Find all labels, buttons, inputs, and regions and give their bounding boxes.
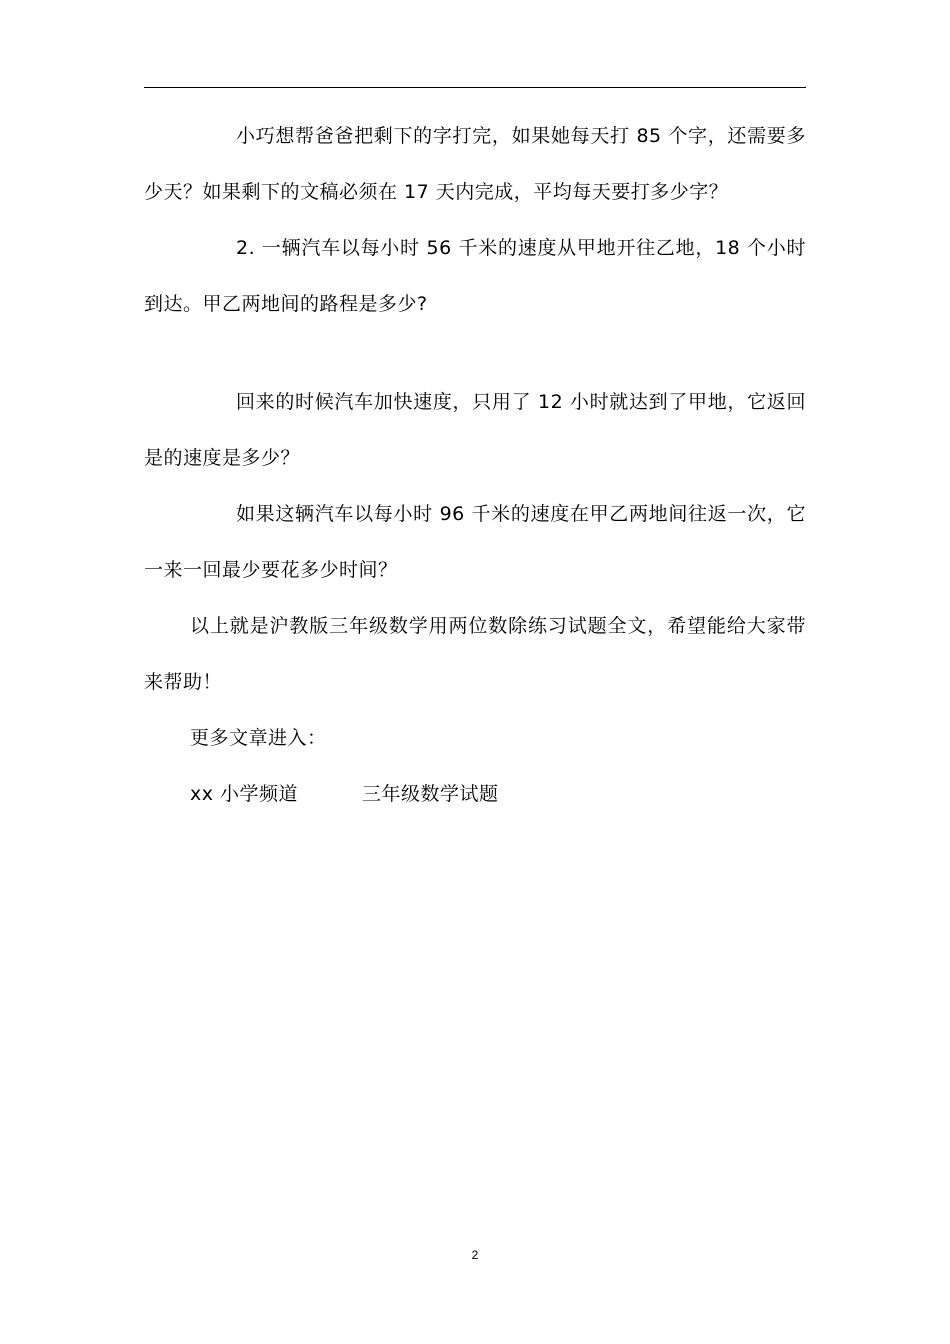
paragraph-typing-question: 小巧想帮爸爸把剩下的字打完，如果她每天打 85 个字，还需要多少天？如果剩下的文稿必须在 17 天内完成，平均每天要打多少字？ (144, 125, 806, 203)
paragraph-round-trip: 如果这辆汽车以每小时 96 千米的速度在甲乙两地间往返一次，它一来一回最少要花多少时间？ (144, 503, 806, 581)
header-rule (144, 87, 806, 88)
more-articles-label: 更多文章进入： (190, 727, 327, 749)
related-links (144, 766, 806, 822)
document-body (144, 108, 806, 822)
paragraph-return-speed: 回来的时候汽车加快速度，只用了 12 小时就达到了甲地，它返回是的速度是多少？ (144, 391, 806, 469)
paragraph-car-question: 2. 一辆汽车以每小时 56 千米的速度从甲地开往乙地，18 个小时到达。甲乙两地间的路程是多少? (144, 237, 806, 315)
page-number: 2 (471, 1248, 479, 1262)
link-primary-channel[interactable]: xx 小学频道 (190, 783, 299, 805)
paragraph-closing: 以上就是沪教版三年级数学用两位数除练习试题全文，希望能给大家带来帮助！ (144, 615, 806, 693)
blank-line (144, 332, 806, 374)
link-grade3-math-tests[interactable]: 三年级数学试题 (362, 783, 499, 805)
